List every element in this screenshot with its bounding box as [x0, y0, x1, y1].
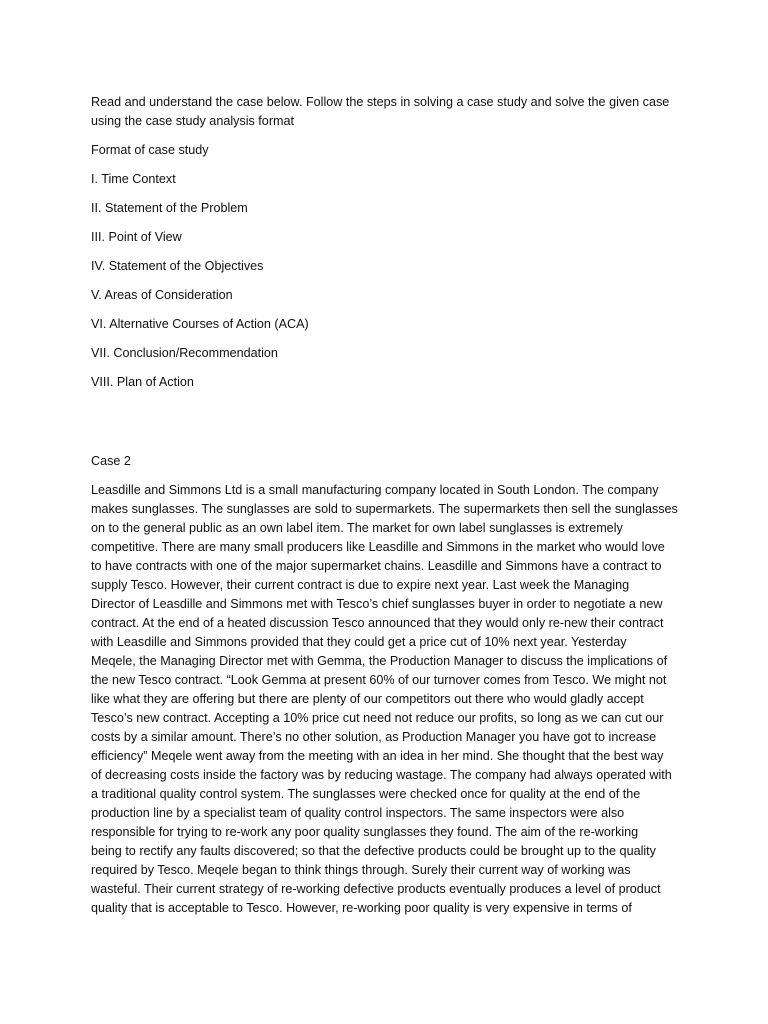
- case-line: with Leasdille and Simmons provided that they could get a price cut of 10% next year. Yesterday: [91, 635, 627, 649]
- case-line: contract. At the end of a heated discussion Tesco announced that they would only re-new their contract: [91, 616, 664, 630]
- case-line: Director of Leasdille and Simmons met with Tesco’s chief sunglasses buyer in order to negotiate a new: [91, 597, 663, 611]
- format-item: II. Statement of the Problem: [91, 201, 248, 215]
- case-line: makes sunglasses. The sunglasses are sold to supermarkets. The supermarkets then sell the sunglasses: [91, 502, 678, 516]
- format-item: III. Point of View: [91, 230, 182, 244]
- case-line: quality that is acceptable to Tesco. However, re-working poor quality is very expensive in terms of: [91, 901, 632, 915]
- format-item: I. Time Context: [91, 172, 176, 186]
- format-item: VII. Conclusion/Recommendation: [91, 346, 278, 360]
- case-line: competitive. There are many small producers like Leasdille and Simmons in the market who would love: [91, 540, 665, 554]
- case-line: Tesco’s new contract. Accepting a 10% price cut need not reduce our profits, so long as we can cut our: [91, 711, 664, 725]
- case-line: required by Tesco. Meqele began to think things through. Surely their current way of working was: [91, 863, 631, 877]
- format-item: VIII. Plan of Action: [91, 375, 194, 389]
- case-line: costs by a similar amount. There’s no other solution, as Production Manager you have got to increase: [91, 730, 657, 744]
- case-line: being to rectify any faults discovered; so that the defective products could be brought up to the quality: [91, 844, 656, 858]
- format-item: V. Areas of Consideration: [91, 288, 233, 302]
- case-title: Case 2: [91, 454, 131, 468]
- format-list: [91, 170, 691, 402]
- instructions-line-1: Read and understand the case below. Follow the steps in solving a case study and solve the given case: [91, 95, 670, 109]
- case-line: supply Tesco. However, their current contract is due to expire next year. Last week the Managing: [91, 578, 630, 592]
- case-line: production line by a specialist team of quality control inspectors. The same inspectors were also: [91, 806, 625, 820]
- format-item: VI. Alternative Courses of Action (ACA): [91, 317, 309, 331]
- case-line: to have contracts with one of the major supermarket chains. Leasdille and Simmons have a contract to: [91, 559, 662, 573]
- case-paragraph: [91, 481, 691, 918]
- instructions-paragraph: [91, 93, 691, 131]
- case-line: like what they are offering but there are plenty of our competitors out there who would gladly accept: [91, 692, 644, 706]
- case-line: a traditional quality control system. The sunglasses were checked once for quality at the end of the: [91, 787, 641, 801]
- instructions-line-2: using the case study analysis format: [91, 114, 295, 128]
- case-line: wasteful. Their current strategy of re-working defective products eventually produces a level of product: [91, 882, 661, 896]
- case-line: efficiency” Meqele went away from the meeting with an idea in her mind. She thought that the best way: [91, 749, 664, 763]
- case-line: of decreasing costs inside the factory was by reducing wastage. The company had always operated with: [91, 768, 672, 782]
- case-line: Meqele, the Managing Director met with Gemma, the Production Manager to discuss the implications of: [91, 654, 668, 668]
- case-line: responsible for trying to re-work any poor quality sunglasses they found. The aim of the re-working: [91, 825, 639, 839]
- case-line: the new Tesco contract. “Look Gemma at present 60% of our turnover comes from Tesco. We might not: [91, 673, 667, 687]
- case-line: Leasdille and Simmons Ltd is a small manufacturing company located in South London. The company: [91, 483, 659, 497]
- format-heading: Format of case study: [91, 143, 209, 157]
- document-content: [91, 93, 691, 918]
- case-line: on to the general public as an own label item. The market for own label sunglasses is extremely: [91, 521, 623, 535]
- format-item: IV. Statement of the Objectives: [91, 259, 264, 273]
